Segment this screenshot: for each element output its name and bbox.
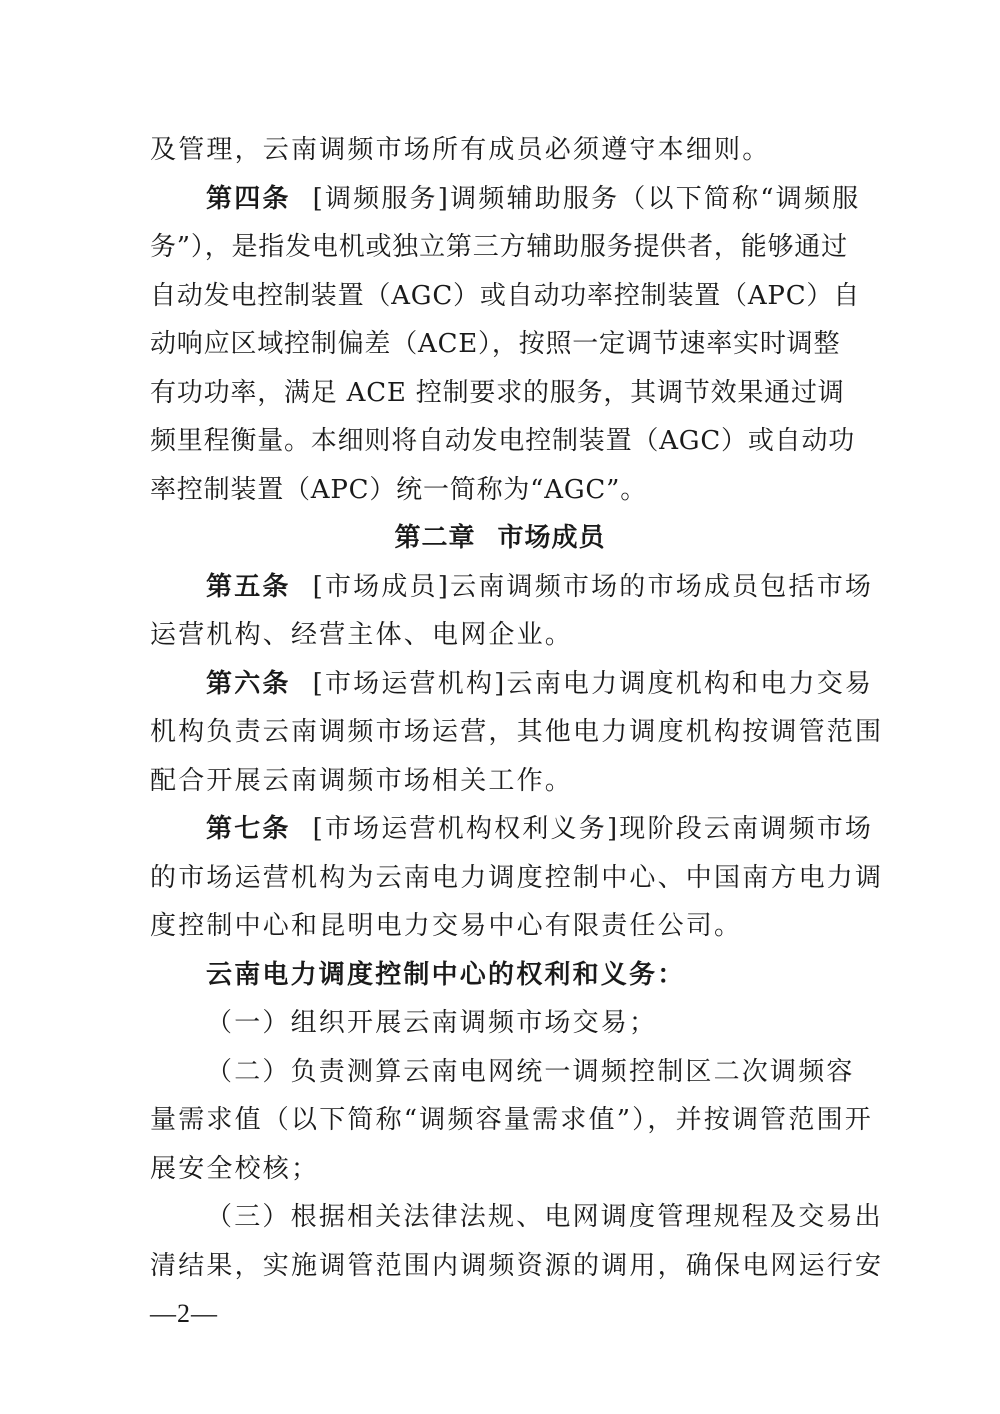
text-line: 配合开展云南调频市场相关工作。 — [150, 765, 574, 796]
article-6-line — [150, 660, 874, 709]
page-number: —2— — [150, 1299, 218, 1328]
list-item: （三）根据相关法律法规、电网调度管理规程及交易出 — [206, 1202, 883, 1232]
text-line: 务”），是指发电机或独立第三方辅助服务提供者，能够通过 — [150, 232, 848, 262]
article-5-label: 第五条 — [206, 571, 291, 602]
article-5-text: [市场成员]云南调频市场的市场成员包括市场 — [312, 571, 874, 602]
text-line: 的市场运营机构为云南电力调度控制中心、中国南方电力调 — [150, 862, 884, 893]
article-6-label: 第六条 — [206, 668, 291, 699]
article-7-label: 第七条 — [206, 814, 291, 844]
chapter-number: 第二章 — [394, 523, 476, 553]
text-line: 频里程衡量。本细则将自动发电控制装置（AGC）或自动功 — [150, 426, 856, 456]
list-item: （一）组织开展云南调频市场交易； — [206, 1008, 658, 1038]
list-item: （二）负责测算云南电网统一调频控制区二次调频容 — [206, 1056, 855, 1087]
text-line: 有功功率，满足 ACE 控制要求的服务，其调节效果通过调 — [150, 377, 845, 408]
article-6-text: [市场运营机构]云南电力调度机构和电力交易 — [312, 668, 874, 699]
article-4-line — [150, 175, 861, 224]
text-line: 动响应区域控制偏差（ACE），按照一定调节速率实时调整 — [150, 329, 841, 359]
article-7-line — [150, 805, 874, 854]
text-line: 自动发电控制装置（AGC）或自动功率控制装置（APC）自 — [150, 280, 861, 311]
text-line: 率控制装置（APC）统一简称为“AGC”。 — [150, 474, 647, 505]
text-line: 清结果，实施调管范围内调频资源的调用，确保电网运行安 — [150, 1250, 884, 1281]
duty-title: 云南电力调度控制中心的权利和义务： — [206, 959, 686, 990]
text-line: 展安全校核； — [150, 1153, 320, 1184]
text-line: 机构负责云南调频市场运营，其他电力调度机构按调管范围 — [150, 717, 884, 747]
article-4-label: 第四条 — [206, 183, 291, 214]
article-5-line — [150, 563, 874, 612]
article-7-text: [市场运营机构权利义务]现阶段云南调频市场 — [312, 814, 874, 844]
chapter-heading — [150, 514, 850, 563]
chapter-title: 市场成员 — [497, 523, 606, 553]
article-4-text: [调频服务]调频辅助服务（以下简称“调频服 — [312, 183, 861, 214]
text-line: 运营机构、经营主体、电网企业。 — [150, 620, 574, 650]
text-line: 及管理，云南调频市场所有成员必须遵守本细则。 — [150, 135, 771, 165]
text-line: 度控制中心和昆明电力交易中心有限责任公司。 — [150, 911, 743, 941]
text-line: 量需求值（以下简称“调频容量需求值”），并按调管范围开 — [150, 1105, 873, 1135]
document-body — [150, 126, 884, 1290]
